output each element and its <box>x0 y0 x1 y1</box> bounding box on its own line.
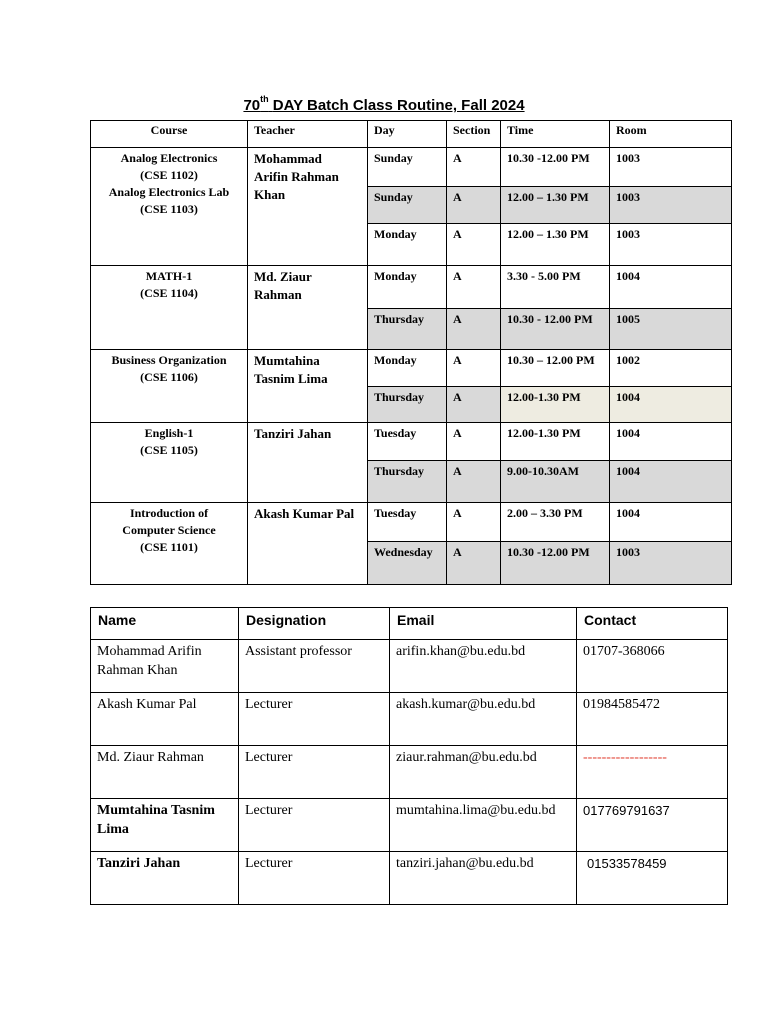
course-code: (CSE 1101) <box>140 540 198 554</box>
time-cell: 2.00 – 3.30 PM <box>501 503 610 542</box>
name-cell <box>91 640 239 693</box>
name-cell: Md. Ziaur Rahman <box>91 746 239 799</box>
table-row <box>91 503 732 542</box>
faculty-name: Mumtahina Tasnim <box>97 803 215 818</box>
table-row <box>91 799 728 852</box>
name-cell <box>91 799 239 852</box>
section-cell: A <box>447 461 501 503</box>
course-name: Analog Electronics Lab <box>108 185 230 199</box>
header-name: Name <box>91 608 239 640</box>
name-cell: Tanziri Jahan <box>91 852 239 905</box>
course-code: (CSE 1103) <box>140 202 198 216</box>
email-cell: arifin.khan@bu.edu.bd <box>390 640 577 693</box>
email-cell: ziaur.rahman@bu.edu.bd <box>390 746 577 799</box>
time-cell: 12.00-1.30 PM <box>501 423 610 461</box>
email-cell: tanziri.jahan@bu.edu.bd <box>390 852 577 905</box>
table-row <box>91 852 728 905</box>
course-code: (CSE 1105) <box>140 443 198 457</box>
day-cell: Tuesday <box>368 503 447 542</box>
time-cell: 10.30 - 12.00 PM <box>501 309 610 350</box>
table-row <box>91 266 732 309</box>
designation-cell: Lecturer <box>239 852 390 905</box>
designation-cell: Lecturer <box>239 799 390 852</box>
faculty-contact-table <box>90 607 728 905</box>
section-cell: A <box>447 148 501 187</box>
course-cell <box>91 423 248 503</box>
room-cell: 1002 <box>610 350 732 387</box>
course-name: Analog Electronics <box>120 151 218 165</box>
day-cell: Monday <box>368 350 447 387</box>
faculty-name: Mohammad Arifin <box>97 644 202 659</box>
day-cell: Tuesday <box>368 423 447 461</box>
day-cell: Wednesday <box>368 542 447 585</box>
teacher-cell <box>248 350 368 423</box>
teacher-name: Mohammad <box>254 151 322 166</box>
contact-cell: 017769791637 <box>577 799 728 852</box>
teacher-cell <box>248 503 368 585</box>
room-cell: 1003 <box>610 148 732 187</box>
contact-cell: 01707-368066 <box>577 640 728 693</box>
room-cell: 1003 <box>610 542 732 585</box>
teacher-cell <box>248 266 368 350</box>
section-cell: A <box>447 187 501 224</box>
course-name: Business Organization <box>111 353 227 367</box>
header-section: Section <box>447 121 501 148</box>
header-time: Time <box>501 121 610 148</box>
time-cell: 9.00-10.30AM <box>501 461 610 503</box>
course-name: Computer Science <box>122 523 216 537</box>
email-cell: mumtahina.lima@bu.edu.bd <box>390 799 577 852</box>
teacher-name: Tasnim Lima <box>254 371 328 386</box>
course-code: (CSE 1104) <box>140 286 198 300</box>
class-routine-table <box>90 120 732 585</box>
table-row <box>91 423 732 461</box>
course-cell <box>91 503 248 585</box>
designation-cell: Assistant professor <box>239 640 390 693</box>
room-cell: 1005 <box>610 309 732 350</box>
course-name: Introduction of <box>129 506 209 520</box>
time-cell: 10.30 -12.00 PM <box>501 542 610 585</box>
section-cell: A <box>447 423 501 461</box>
section-cell: A <box>447 224 501 266</box>
designation-cell: Lecturer <box>239 746 390 799</box>
room-cell: 1004 <box>610 503 732 542</box>
contact-cell-missing: ------------------ <box>577 746 728 799</box>
teacher-name: Akash Kumar Pal <box>254 506 355 521</box>
table-row <box>91 640 728 693</box>
contact-cell: 01984585472 <box>577 693 728 746</box>
header-teacher: Teacher <box>248 121 368 148</box>
time-cell: 10.30 -12.00 PM <box>501 148 610 187</box>
page-title: 70th DAY Batch Class Routine, Fall 2024 <box>243 94 525 114</box>
header-day: Day <box>368 121 447 148</box>
section-cell: A <box>447 503 501 542</box>
teacher-name: Md. Ziaur <box>254 269 312 284</box>
table-row <box>91 693 728 746</box>
section-cell: A <box>447 542 501 585</box>
course-code: (CSE 1106) <box>140 370 198 384</box>
day-cell: Thursday <box>368 309 447 350</box>
teacher-name: Khan <box>254 187 286 202</box>
section-cell: A <box>447 387 501 423</box>
room-cell: 1003 <box>610 224 732 266</box>
course-cell <box>91 266 248 350</box>
section-cell: A <box>447 350 501 387</box>
room-cell: 1004 <box>610 461 732 503</box>
time-cell: 12.00-1.30 PM <box>501 387 610 423</box>
room-cell: 1003 <box>610 187 732 224</box>
time-cell: 12.00 – 1.30 PM <box>501 224 610 266</box>
day-cell: Thursday <box>368 387 447 423</box>
course-code: (CSE 1102) <box>140 168 198 182</box>
day-cell: Monday <box>368 266 447 309</box>
day-cell: Monday <box>368 224 447 266</box>
header-contact: Contact <box>577 608 728 640</box>
name-cell: Akash Kumar Pal <box>91 693 239 746</box>
header-designation: Designation <box>239 608 390 640</box>
faculty-name: Rahman Khan <box>97 663 178 678</box>
teacher-name: Rahman <box>254 287 302 302</box>
teacher-name: Arifin Rahman <box>254 169 339 184</box>
room-cell: 1004 <box>610 423 732 461</box>
room-cell: 1004 <box>610 387 732 423</box>
teacher-cell <box>248 423 368 503</box>
course-name: English-1 <box>144 426 194 440</box>
table-row <box>91 746 728 799</box>
faculty-header-row <box>91 608 728 640</box>
faculty-name: Lima <box>97 822 129 837</box>
section-cell: A <box>447 266 501 309</box>
day-cell: Thursday <box>368 461 447 503</box>
header-room: Room <box>610 121 732 148</box>
course-name: MATH-1 <box>145 269 193 283</box>
day-cell: Sunday <box>368 148 447 187</box>
course-cell <box>91 148 248 266</box>
time-cell: 3.30 - 5.00 PM <box>501 266 610 309</box>
teacher-cell <box>248 148 368 266</box>
room-cell: 1004 <box>610 266 732 309</box>
contact-cell: 01533578459 <box>577 852 728 905</box>
table-row <box>91 350 732 387</box>
course-cell <box>91 350 248 423</box>
teacher-name: Tanziri Jahan <box>254 426 332 441</box>
designation-cell: Lecturer <box>239 693 390 746</box>
section-cell: A <box>447 309 501 350</box>
table-row <box>91 148 732 187</box>
routine-header-row <box>91 121 732 148</box>
day-cell: Sunday <box>368 187 447 224</box>
teacher-name: Mumtahina <box>254 353 320 368</box>
time-cell: 10.30 – 12.00 PM <box>501 350 610 387</box>
header-email: Email <box>390 608 577 640</box>
email-cell: akash.kumar@bu.edu.bd <box>390 693 577 746</box>
header-course: Course <box>91 121 248 148</box>
time-cell: 12.00 – 1.30 PM <box>501 187 610 224</box>
